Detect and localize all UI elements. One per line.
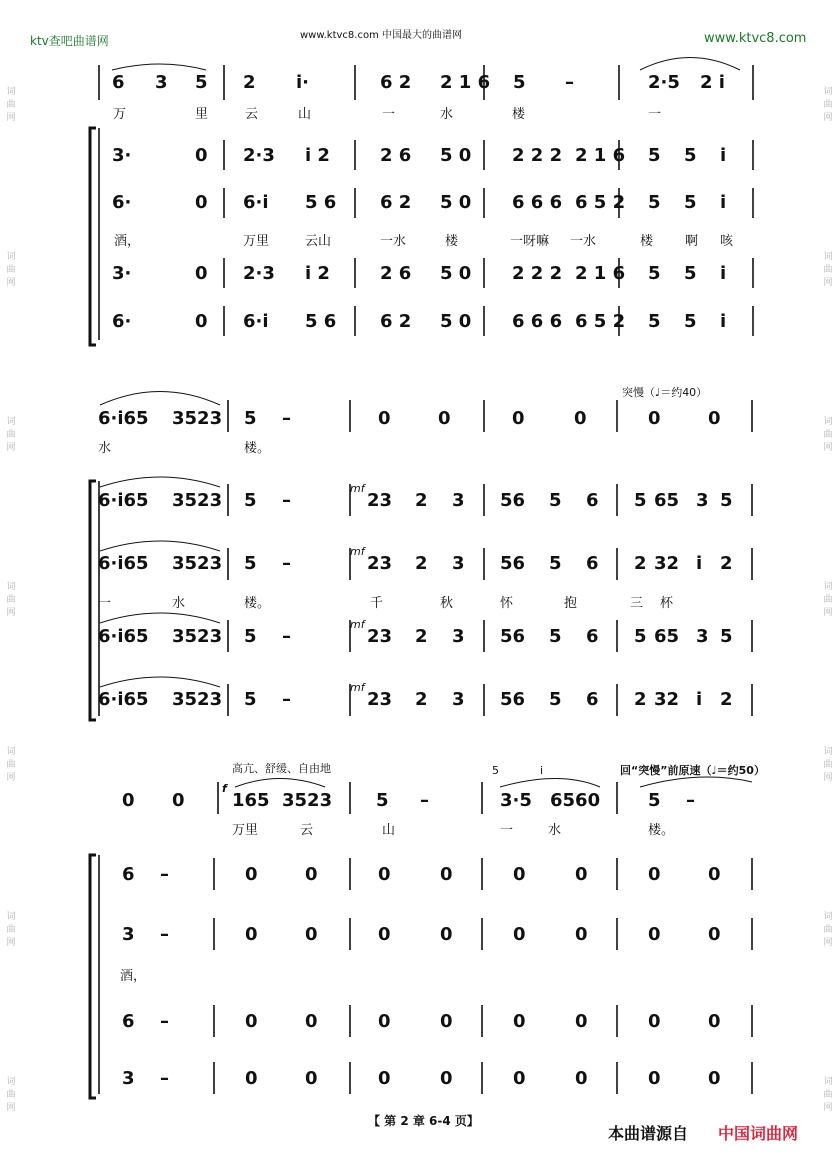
s1-solo-lyric: 楼 [512,107,526,122]
s1-solo-lyric: 一 [648,107,662,122]
s2-tempo-mark: 突慢（♩＝约40） [622,386,708,399]
s3-lyric: 酒， [120,969,147,984]
s1-solo-note: 5 [195,72,208,93]
s1-solo-note: – [565,72,574,93]
side-watermark-right: 词 曲 网 词 曲 网 词 曲 网 词 曲 网 词 曲 网 词 曲 网 词 曲 网 [823,87,833,1113]
s2-solo-lyric: 楼。 [244,441,271,456]
footer-site-link[interactable]: 中国词曲网 [718,1124,799,1143]
s3-tempo-return: 回“突慢”前原速（♩＝约50） [620,764,765,777]
s1-solo-lyric: 山 [298,107,312,122]
s1-solo-lyric: 里 [195,107,209,122]
s1-solo-lyric: 云 [245,107,259,122]
s1-solo-note: i· [296,72,310,93]
header-right-site: www.ktvc8.com [704,31,807,46]
s1-solo-note: 6 2 [380,72,412,93]
s1-solo-lyric: 万 [113,107,127,122]
header-left-site: ktv查吧曲谱网 [30,34,109,48]
s1-solo-note: 2 i [700,72,725,93]
s1-solo-note: 2·5 [648,72,680,93]
side-watermark-left: 词 曲 网 词 曲 网 词 曲 网 词 曲 网 词 曲 网 词 曲 网 词 曲 网 [6,87,16,1113]
s1-solo-lyric: 一 [382,107,396,122]
footer-source-label: 本曲谱源自 [608,1124,689,1143]
s1-solo-note: 2 1 6 [440,72,491,93]
s1-solo-note: 5 [513,72,526,93]
s1-solo-note: 3 [155,72,168,93]
s3-expression-mark: 高亢、舒缓、自由地 [232,762,331,775]
footer-page-number: 【 第 2 章 6-4 页】 [368,1114,479,1128]
s1-solo-note: 2 [243,72,256,93]
s2-solo-lyric: 水 [98,441,112,456]
header-center-text: www.ktvc8.com 中国最大的曲谱网 [300,30,463,41]
s1-solo-note: 6 [112,72,125,93]
s1-solo-lyric: 水 [440,107,454,122]
